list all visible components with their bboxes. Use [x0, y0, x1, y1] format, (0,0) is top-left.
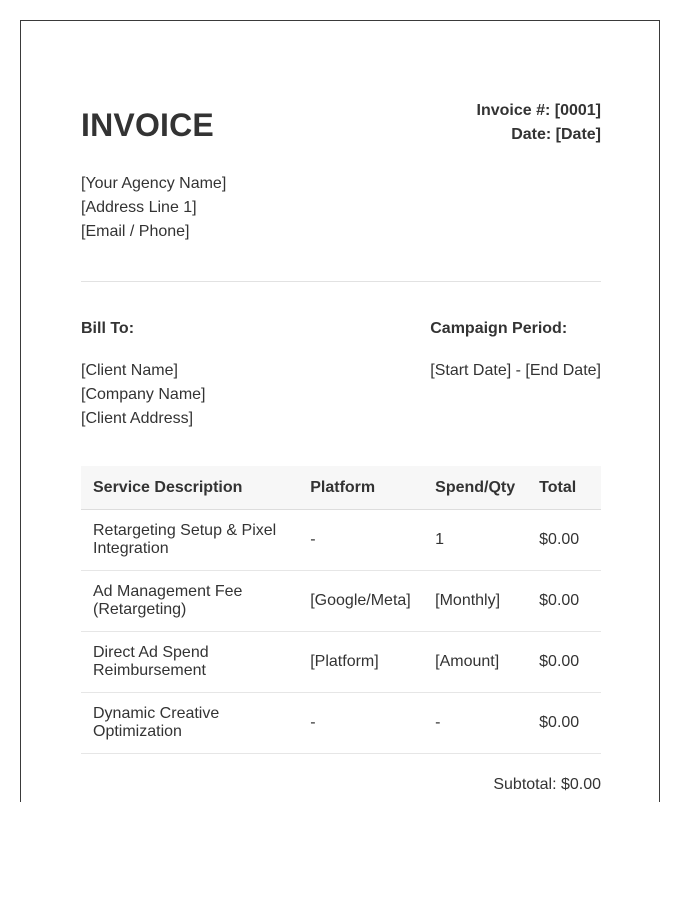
- row-total: $0.00: [527, 693, 601, 754]
- agency-info: [81, 172, 226, 244]
- client-address: [Client Address]: [81, 410, 194, 427]
- row-description: Retargeting Setup & Pixel Integration: [81, 510, 298, 571]
- row-qty: -: [423, 693, 527, 754]
- row-total: $0.00: [527, 632, 601, 693]
- invoice-date: Date: [Date]: [511, 126, 601, 143]
- subtotal: Subtotal: $0.00: [493, 776, 601, 793]
- campaign-period-section: [430, 319, 601, 383]
- services-table: [81, 466, 601, 754]
- invoice-meta: [477, 99, 602, 147]
- header-spend-qty: Spend/Qty: [423, 466, 527, 510]
- row-description: Ad Management Fee (Retargeting): [81, 571, 298, 632]
- invoice-number: Invoice #: [0001]: [476, 102, 601, 119]
- row-qty: [Amount]: [423, 632, 527, 693]
- agency-address: [Address Line 1]: [81, 199, 197, 216]
- row-description: Direct Ad Spend Reimbursement: [81, 632, 298, 693]
- campaign-period-label: Campaign Period:: [430, 320, 568, 337]
- header-divider: [81, 281, 601, 282]
- row-description: Dynamic Creative Optimization: [81, 693, 298, 754]
- invoice-page: [20, 20, 660, 802]
- table-header-row: [81, 466, 601, 510]
- table-row: [81, 693, 601, 754]
- row-total: $0.00: [527, 510, 601, 571]
- header-platform: Platform: [298, 466, 423, 510]
- row-platform: [Platform]: [298, 632, 423, 693]
- row-qty: [Monthly]: [423, 571, 527, 632]
- row-platform: -: [298, 693, 423, 754]
- table-row: [81, 571, 601, 632]
- bill-to-label: Bill To:: [81, 320, 135, 337]
- row-platform: -: [298, 510, 423, 571]
- agency-contact: [Email / Phone]: [81, 223, 190, 240]
- bill-to-section: [81, 319, 206, 431]
- table-row: [81, 510, 601, 571]
- company-name: [Company Name]: [81, 386, 206, 403]
- campaign-period-value: [Start Date] - [End Date]: [430, 362, 601, 379]
- table-row: [81, 632, 601, 693]
- row-total: $0.00: [527, 571, 601, 632]
- agency-name: [Your Agency Name]: [81, 175, 227, 192]
- header-total: Total: [527, 466, 601, 510]
- row-qty: 1: [423, 510, 527, 571]
- header-service-description: Service Description: [81, 466, 298, 510]
- client-name: [Client Name]: [81, 362, 178, 379]
- row-platform: [Google/Meta]: [298, 571, 423, 632]
- invoice-title: INVOICE: [81, 107, 214, 143]
